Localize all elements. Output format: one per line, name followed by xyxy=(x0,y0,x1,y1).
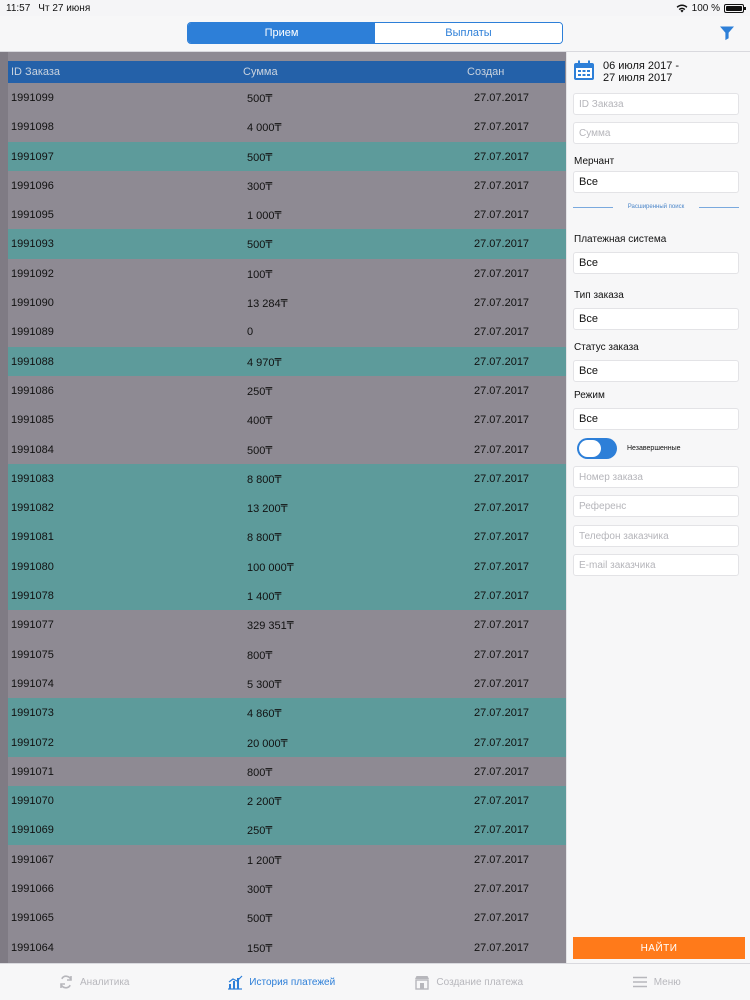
tab-create-payment-label: Создание платежа xyxy=(436,976,524,988)
cell-order-id: 1991086 xyxy=(11,384,54,397)
filter-panel xyxy=(566,52,750,963)
cell-sum: 13 284₸ xyxy=(247,298,288,311)
payment-system-select[interactable]: Все xyxy=(573,252,739,274)
header xyxy=(0,16,750,52)
payment-system-label: Платежная система xyxy=(574,234,667,245)
table-row[interactable] xyxy=(8,874,566,903)
date-range-text xyxy=(603,60,679,84)
cell-sum: 2 200₸ xyxy=(247,796,282,809)
cell-order-id: 1991085 xyxy=(11,414,54,427)
cell-order-id: 1991072 xyxy=(11,736,54,749)
cell-sum: 4 970₸ xyxy=(247,356,282,369)
chart-icon xyxy=(227,974,243,990)
table-row[interactable] xyxy=(8,171,566,200)
tab-analytics[interactable] xyxy=(0,964,188,1000)
date-range[interactable] xyxy=(573,60,679,84)
cell-date: 27.07.2017 xyxy=(474,443,530,456)
battery-percent: 100 % xyxy=(691,2,720,14)
cell-sum: 8 800₸ xyxy=(247,473,282,486)
cell-date: 27.07.2017 xyxy=(474,648,530,661)
sum-field[interactable]: Сумма xyxy=(573,122,739,144)
table-row[interactable] xyxy=(8,229,566,258)
cell-date: 27.07.2017 xyxy=(474,472,530,485)
cell-sum: 800₸ xyxy=(247,649,273,662)
date-to: 27 июля 2017 xyxy=(603,72,673,84)
cell-sum: 4 000₸ xyxy=(247,122,282,135)
cell-date: 27.07.2017 xyxy=(474,736,530,749)
tab-bar xyxy=(0,963,750,1000)
status-bar xyxy=(0,0,750,16)
cell-date: 27.07.2017 xyxy=(474,853,530,866)
cell-sum: 800₸ xyxy=(247,766,273,779)
order-id-field[interactable]: ID Заказа xyxy=(573,93,739,115)
cell-order-id: 1991081 xyxy=(11,531,54,544)
segmented-control xyxy=(187,22,563,44)
cell-date: 27.07.2017 xyxy=(474,238,530,251)
cell-sum: 300₸ xyxy=(247,884,273,897)
tab-history-label: История платежей xyxy=(249,976,336,988)
cell-sum: 300₸ xyxy=(247,180,273,193)
table-row[interactable] xyxy=(8,435,566,464)
cell-order-id: 1991070 xyxy=(11,795,54,808)
cell-date: 27.07.2017 xyxy=(474,531,530,544)
cell-date: 27.07.2017 xyxy=(474,560,530,573)
cell-sum: 100 000₸ xyxy=(247,561,294,574)
cell-order-id: 1991082 xyxy=(11,502,54,515)
cell-date: 27.07.2017 xyxy=(474,502,530,515)
cell-sum: 150₸ xyxy=(247,942,273,955)
battery-icon xyxy=(724,4,744,13)
cell-sum: 250₸ xyxy=(247,385,273,398)
email-field[interactable]: E-mail заказчика xyxy=(573,554,739,576)
cell-order-id: 1991066 xyxy=(11,883,54,896)
cell-order-id: 1991090 xyxy=(11,297,54,310)
cell-order-id: 1991077 xyxy=(11,619,54,632)
status-time: 11:57 xyxy=(6,2,31,14)
col-header-id[interactable]: ID Заказа xyxy=(11,66,61,78)
cell-sum: 100₸ xyxy=(247,268,273,281)
table-row[interactable] xyxy=(8,317,566,346)
wifi-icon xyxy=(676,4,688,13)
cell-order-id: 1991080 xyxy=(11,560,54,573)
cell-date: 27.07.2017 xyxy=(474,824,530,837)
table-row[interactable] xyxy=(8,552,566,581)
mode-select[interactable]: Все xyxy=(573,408,739,430)
cell-sum: 8 800₸ xyxy=(247,532,282,545)
cell-order-id: 1991067 xyxy=(11,853,54,866)
order-status-select[interactable]: Все xyxy=(573,360,739,382)
table-row[interactable] xyxy=(8,610,566,639)
cell-order-id: 1991093 xyxy=(11,238,54,251)
status-right xyxy=(676,3,744,14)
calendar-icon[interactable] xyxy=(573,60,595,81)
tab-menu[interactable] xyxy=(563,964,750,1000)
table-row[interactable] xyxy=(8,142,566,171)
cell-date: 27.07.2017 xyxy=(474,414,530,427)
cell-sum: 0 xyxy=(247,326,254,339)
cell-date: 27.07.2017 xyxy=(474,619,530,632)
filter-icon[interactable] xyxy=(719,25,735,41)
col-header-sum[interactable]: Сумма xyxy=(243,66,278,78)
segment-vyplaty[interactable]: Выплаты xyxy=(375,23,562,43)
cell-date: 27.07.2017 xyxy=(474,121,530,134)
table-row[interactable] xyxy=(8,493,566,522)
cell-sum: 1 000₸ xyxy=(247,210,282,223)
order-status-label: Статус заказа xyxy=(574,342,639,353)
table-row[interactable] xyxy=(8,786,566,815)
tab-analytics-label: Аналитика xyxy=(80,976,130,988)
cell-date: 27.07.2017 xyxy=(474,209,530,222)
table-row[interactable] xyxy=(8,112,566,141)
table-row[interactable] xyxy=(8,405,566,434)
cell-sum: 1 200₸ xyxy=(247,854,282,867)
unfinished-toggle[interactable] xyxy=(577,438,617,459)
advanced-search-text: Расширенный поиск xyxy=(627,204,685,210)
mode-label: Режим xyxy=(574,390,605,401)
tab-create-payment[interactable] xyxy=(375,964,563,1000)
cell-sum: 500₸ xyxy=(247,93,273,105)
table-row[interactable] xyxy=(8,200,566,229)
cell-order-id: 1991096 xyxy=(11,179,54,192)
cell-date: 27.07.2017 xyxy=(474,355,530,368)
cell-sum: 500₸ xyxy=(247,239,273,252)
cell-order-id: 1991083 xyxy=(11,472,54,485)
find-button[interactable]: НАЙТИ xyxy=(573,937,745,959)
order-type-label: Тип заказа xyxy=(574,290,624,301)
cell-sum: 4 860₸ xyxy=(247,708,282,721)
table-row[interactable] xyxy=(8,83,566,112)
cell-order-id: 1991089 xyxy=(11,326,54,339)
cell-order-id: 1991073 xyxy=(11,707,54,720)
table-row[interactable] xyxy=(8,640,566,669)
unfinished-toggle-row xyxy=(577,438,681,459)
cell-order-id: 1991084 xyxy=(11,443,54,456)
cell-date: 27.07.2017 xyxy=(474,677,530,690)
cell-sum: 13 200₸ xyxy=(247,503,288,516)
menu-icon xyxy=(632,974,648,990)
table-header xyxy=(8,61,565,83)
cell-date: 27.07.2017 xyxy=(474,384,530,397)
cell-sum: 500₸ xyxy=(247,444,273,457)
refresh-icon xyxy=(58,974,74,990)
table-row[interactable] xyxy=(8,288,566,317)
cell-date: 27.07.2017 xyxy=(474,590,530,603)
cell-order-id: 1991075 xyxy=(11,648,54,661)
cell-sum: 250₸ xyxy=(247,825,273,838)
cell-sum: 500₸ xyxy=(247,913,273,926)
merchant-label: Мерчант xyxy=(574,156,615,167)
cell-order-id: 1991095 xyxy=(11,209,54,222)
cell-date: 27.07.2017 xyxy=(474,707,530,720)
unfinished-label: Незавершенные xyxy=(627,445,681,452)
phone-field[interactable]: Телефон заказчика xyxy=(573,525,739,547)
table-body xyxy=(8,83,566,962)
cell-order-id: 1991099 xyxy=(11,92,54,104)
cell-date: 27.07.2017 xyxy=(474,941,530,954)
cell-order-id: 1991069 xyxy=(11,824,54,837)
cell-date: 27.07.2017 xyxy=(474,326,530,339)
tab-menu-label: Меню xyxy=(653,976,681,988)
order-number-field[interactable]: Номер заказа xyxy=(573,466,739,488)
status-date: Чт 27 июня xyxy=(38,2,91,14)
cell-order-id: 1991078 xyxy=(11,590,54,603)
segment-priem[interactable]: Прием xyxy=(188,23,375,43)
cell-sum: 400₸ xyxy=(247,415,273,428)
payments-table xyxy=(0,52,566,963)
cell-date: 27.07.2017 xyxy=(474,883,530,896)
table-row[interactable] xyxy=(8,757,566,786)
cell-date: 27.07.2017 xyxy=(474,179,530,192)
cell-sum: 5 300₸ xyxy=(247,678,282,691)
table-row[interactable] xyxy=(8,669,566,698)
table-row[interactable] xyxy=(8,259,566,288)
reference-field[interactable]: Референс xyxy=(573,495,739,517)
cell-sum: 500₸ xyxy=(247,151,273,164)
table-row[interactable] xyxy=(8,698,566,727)
cell-date: 27.07.2017 xyxy=(474,297,530,310)
cell-order-id: 1991088 xyxy=(11,355,54,368)
store-icon xyxy=(414,974,430,990)
table-row[interactable] xyxy=(8,581,566,610)
cell-sum: 329 351₸ xyxy=(247,620,294,633)
date-from: 06 июля 2017 - xyxy=(603,60,680,72)
cell-sum: 1 400₸ xyxy=(247,591,282,604)
table-row[interactable] xyxy=(8,903,566,932)
cell-order-id: 1991098 xyxy=(11,121,54,134)
cell-order-id: 1991097 xyxy=(11,150,54,163)
table-row[interactable] xyxy=(8,933,566,962)
cell-date: 27.07.2017 xyxy=(474,912,530,925)
cell-order-id: 1991092 xyxy=(11,267,54,280)
advanced-search-divider[interactable] xyxy=(573,202,739,214)
cell-sum: 20 000₸ xyxy=(247,737,288,750)
merchant-select[interactable]: Все xyxy=(573,171,739,193)
cell-date: 27.07.2017 xyxy=(474,267,530,280)
table-row[interactable] xyxy=(8,522,566,551)
cell-order-id: 1991074 xyxy=(11,677,54,690)
col-header-date[interactable]: Создан xyxy=(467,66,505,78)
cell-date: 27.07.2017 xyxy=(474,150,530,163)
cell-date: 27.07.2017 xyxy=(474,795,530,808)
table-row[interactable] xyxy=(8,347,566,376)
table-row[interactable] xyxy=(8,815,566,844)
cell-order-id: 1991065 xyxy=(11,912,54,925)
table-row[interactable] xyxy=(8,376,566,405)
order-type-select[interactable]: Все xyxy=(573,308,739,330)
tab-history[interactable] xyxy=(188,964,376,1000)
table-row[interactable] xyxy=(8,845,566,874)
table-row[interactable] xyxy=(8,464,566,493)
cell-date: 27.07.2017 xyxy=(474,765,530,778)
cell-order-id: 1991071 xyxy=(11,765,54,778)
table-row[interactable] xyxy=(8,728,566,757)
cell-date: 27.07.2017 xyxy=(474,92,530,104)
cell-order-id: 1991064 xyxy=(11,941,54,954)
